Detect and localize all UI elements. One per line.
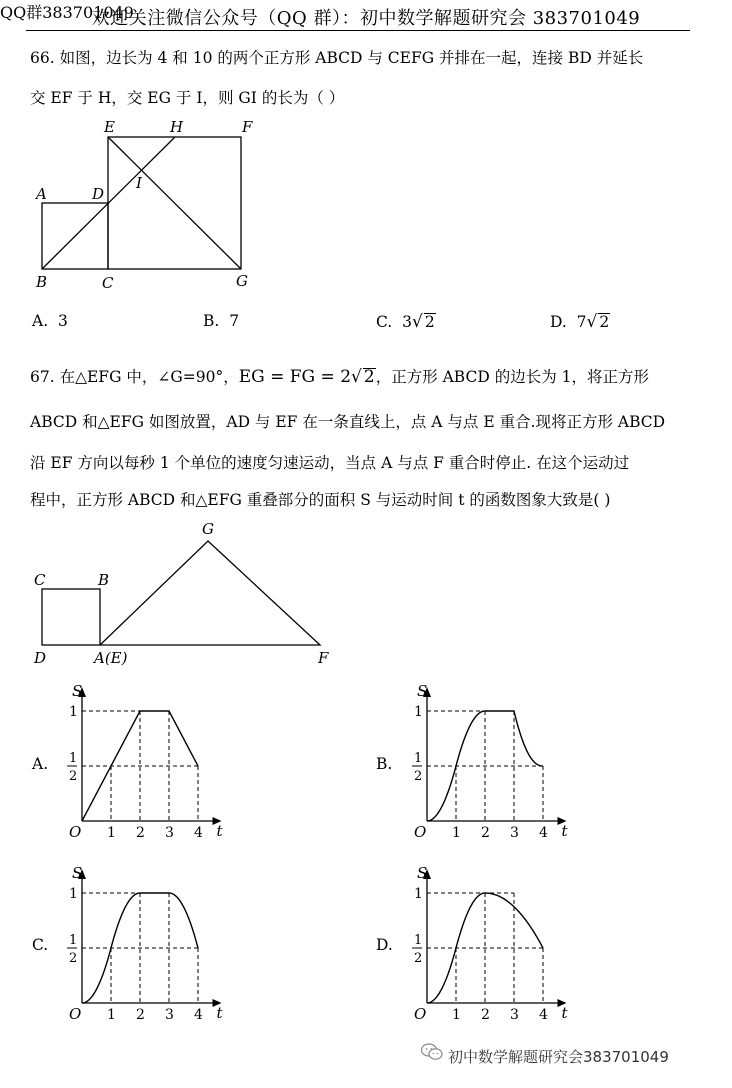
option-prefix: C. bbox=[376, 313, 393, 331]
axis-label-s: S bbox=[417, 685, 428, 700]
label-f: F bbox=[318, 649, 329, 667]
label-b: B bbox=[36, 273, 48, 291]
label-c: C bbox=[34, 571, 46, 589]
tick-label-s1: 1 bbox=[69, 886, 78, 902]
page-header: 欢迎关注微信公众号（QQ 群）：初中数学解题研究会 383701049 bbox=[91, 8, 641, 29]
wechat-icon bbox=[421, 1043, 443, 1061]
tick-label-half-den: 2 bbox=[414, 951, 423, 966]
graph-option-c[interactable] bbox=[60, 867, 240, 1027]
label-d: D bbox=[34, 649, 47, 667]
axis-label-t: t bbox=[216, 1004, 223, 1022]
label-i: I bbox=[136, 174, 142, 192]
q67-equation: EG = FG = 2 bbox=[238, 367, 352, 387]
tick-label-t4: 4 bbox=[194, 1007, 203, 1023]
axis-label-t: t bbox=[561, 822, 568, 840]
axis-label-s: S bbox=[72, 867, 83, 882]
option-prefix: B. bbox=[203, 312, 220, 330]
tick-label-t1: 1 bbox=[452, 1007, 461, 1023]
origin-label: O bbox=[69, 823, 82, 840]
option-prefix: A. bbox=[32, 312, 49, 330]
tick-label-t3: 3 bbox=[510, 825, 519, 840]
q67-option-c[interactable]: C. bbox=[32, 936, 49, 954]
label-d: D bbox=[92, 185, 105, 203]
graph-option-a[interactable] bbox=[60, 685, 240, 840]
option-radicand: 2 bbox=[599, 313, 610, 331]
square-abcd bbox=[42, 589, 100, 645]
tick-label-t2: 2 bbox=[481, 1007, 490, 1023]
tick-label-t2: 2 bbox=[481, 825, 490, 840]
sqrt-icon: √ bbox=[411, 312, 423, 332]
label-g: G bbox=[202, 520, 214, 538]
origin-label: O bbox=[414, 1005, 427, 1023]
q66-option-b[interactable] bbox=[203, 312, 239, 330]
graph-option-d[interactable] bbox=[405, 867, 585, 1027]
tick-label-half-den: 2 bbox=[69, 951, 78, 966]
label-ae: A(E) bbox=[94, 649, 128, 667]
axis-label-s: S bbox=[72, 685, 83, 700]
q67-option-a[interactable]: A. bbox=[32, 755, 49, 773]
option-coef: 7 bbox=[576, 313, 587, 331]
label-h: H bbox=[170, 118, 184, 136]
q67-text-part: ，正方形 ABCD 的边长为 1，将正方形 bbox=[375, 368, 649, 386]
origin-label: O bbox=[69, 1005, 82, 1023]
option-value: 7 bbox=[229, 312, 240, 330]
tick-label-t3: 3 bbox=[165, 1007, 174, 1023]
q67-radicand: 2 bbox=[363, 367, 375, 387]
axis-label-s: S bbox=[417, 867, 428, 882]
q67-text-line1 bbox=[30, 365, 649, 387]
q67-text-line2: ABCD 和△EFG 如图放置，AD 与 EF 在一条直线上，点 A 与点 E 重合.现将正方形 ABCD bbox=[30, 413, 666, 431]
axis-label-t: t bbox=[216, 822, 223, 840]
q67-text-part: 67. 在△EFG 中，∠G=90°， bbox=[30, 368, 239, 386]
header-rule bbox=[26, 30, 690, 31]
q67-text-line4: 程中，正方形 ABCD 和△EFG 重叠部分的面积 S 与运动时间 t 的函数图象大致是( ) bbox=[30, 491, 611, 509]
label-a: A bbox=[36, 185, 47, 203]
axis-label-t: t bbox=[561, 1004, 568, 1022]
q67-option-d[interactable]: D. bbox=[376, 936, 393, 954]
tick-label-s1: 1 bbox=[414, 704, 423, 720]
tick-label-t3: 3 bbox=[510, 1007, 519, 1023]
triangle-efg bbox=[100, 541, 320, 645]
q67-text-line3: 沿 EF 方向以每秒 1 个单位的速度匀速运动，当点 A 与点 F 重合时停止. 在这个运动过 bbox=[30, 454, 630, 472]
label-c: C bbox=[102, 274, 114, 292]
q67-option-b[interactable]: B. bbox=[376, 755, 393, 773]
footer-text: 初中数学解题研究会383701049 bbox=[448, 1048, 669, 1066]
label-g: G bbox=[236, 272, 248, 290]
tick-label-half-num: 1 bbox=[69, 751, 78, 766]
tick-label-t1: 1 bbox=[452, 825, 461, 840]
tick-label-t4: 4 bbox=[539, 825, 548, 840]
tick-label-half-den: 2 bbox=[414, 769, 423, 784]
tick-label-half-num: 1 bbox=[414, 751, 423, 766]
q66-option-a[interactable] bbox=[32, 312, 68, 330]
tick-label-half-num: 1 bbox=[414, 933, 423, 948]
tick-label-s1: 1 bbox=[69, 704, 78, 720]
option-coef: 3 bbox=[402, 313, 412, 331]
q66-text-line2: 交 EF 于 H，交 EG 于 I，则 GI 的长为（ ） bbox=[30, 89, 345, 107]
tick-label-t1: 1 bbox=[107, 825, 116, 840]
tick-label-t2: 2 bbox=[136, 825, 145, 840]
tick-label-t4: 4 bbox=[539, 1007, 548, 1023]
tick-label-t1: 1 bbox=[107, 1007, 116, 1023]
option-radicand: 2 bbox=[424, 313, 435, 331]
origin-label: O bbox=[414, 823, 427, 840]
tick-label-t3: 3 bbox=[165, 825, 174, 840]
sqrt-icon: √ bbox=[351, 367, 362, 387]
graph-option-b[interactable] bbox=[405, 685, 585, 840]
tick-label-s1: 1 bbox=[414, 886, 423, 902]
q67-figure bbox=[0, 515, 360, 675]
label-b: B bbox=[98, 571, 110, 589]
q66-option-d[interactable] bbox=[550, 312, 610, 332]
option-value: 3 bbox=[57, 312, 68, 330]
tick-label-half-num: 1 bbox=[69, 933, 78, 948]
option-prefix: D. bbox=[550, 313, 567, 331]
watermark: QQ群383701049 bbox=[0, 3, 134, 22]
sqrt-icon: √ bbox=[586, 312, 598, 332]
label-e: E bbox=[104, 118, 115, 136]
tick-label-half-den: 2 bbox=[69, 769, 78, 784]
label-f: F bbox=[242, 118, 253, 136]
q66-figure bbox=[0, 110, 300, 300]
tick-label-t2: 2 bbox=[136, 1007, 145, 1023]
q66-option-c[interactable] bbox=[376, 312, 436, 332]
line-eg bbox=[108, 137, 241, 269]
q66-text-line1: 66. 如图，边长为 4 和 10 的两个正方形 ABCD 与 CEFG 并排在一起，连接 BD 并延长 bbox=[30, 49, 644, 67]
tick-label-t4: 4 bbox=[194, 825, 203, 840]
